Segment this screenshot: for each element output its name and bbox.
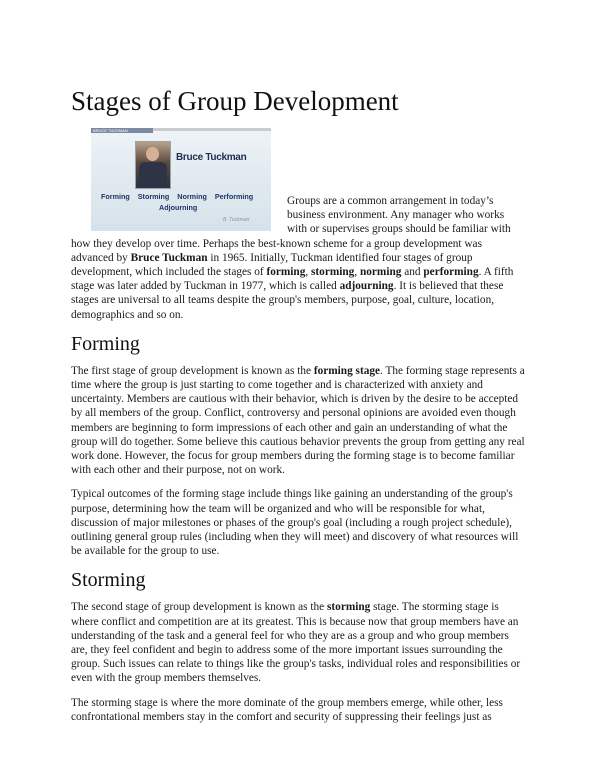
figure-stages: [101, 192, 259, 201]
document-page: [71, 84, 527, 734]
figure-strip: BRUCE TUCKMAN: [91, 128, 153, 133]
figure-stage-performing: Performing: [214, 192, 254, 201]
page-title: Stages of Group Development: [71, 86, 399, 116]
forming-paragraph-2: Typical outcomes of the forming stage include things like gaining an understanding of the group's purpose, determining how the team will be organized and who will be responsible for what, discussion of major milestones or phases of the group's goal (including a rough project schedule), outlining general group rules (including when they will meet) and discovery of what resources will be available for the group to use.: [71, 488, 519, 558]
forming-heading: Forming: [71, 332, 140, 355]
figure-signature: B. Tuckman: [223, 217, 250, 223]
figure-stage-forming: Forming: [101, 192, 130, 201]
tuckman-figure: [91, 128, 271, 231]
portrait-head: [146, 147, 159, 161]
figure-stage-storming: Storming: [137, 192, 170, 201]
forming-paragraph-1: The first stage of group development is known as the forming stage. The forming stage represents a time where the group is just starting to come together and is characterized with anxiety and uncertainty. Members are cautious with their behavior, which is driven by the desire to be accepted by all members of the group. Conflict, controversy and personal opinions are avoided even though members are beginning to form impressions of each other and gain an understanding of what the group will do together. Some believe this cautious behavior prevents the group from getting any real work done. However, the focus for group members during the forming stage is to become familiar with each other and their purpose, not on work.: [71, 364, 525, 477]
storming-paragraph-1: The second stage of group development is known as the storming stage. The storming stage is where conflict and competition are at its greatest. This is because now that group members have an understanding of the task and a general feel for who they are as a group and who group members are, they feel confident and begin to address some of the more important issues surrounding the group. Such issues can relate to things like the group's tasks, individual roles and responsibilities or even with the group members themselves.: [71, 601, 521, 685]
figure-stage-adjourning: Adjourning: [159, 203, 198, 212]
intro-paragraph: Groups are a common arrangement in today’s business environment. Any manager who works with or supervises groups should be familiar with how they develop over time. Perhaps the best-known scheme for a group development was advanced by Bruce Tuckman in 1965. Initially, Tuckman identified four stages of group development, which included the stages of forming, storming, norming and performing. A fifth stage was later added by Tuckman in 1977, which is called adjourning. It is believed that these stages are universal to all teams despite the group's members, purpose, goal, culture, location, demographics and so on.: [71, 195, 514, 321]
portrait-body: [139, 162, 167, 188]
figure-stage-norming: Norming: [177, 192, 207, 201]
portrait-image: [135, 141, 171, 189]
figure-name: Bruce Tuckman: [176, 152, 247, 163]
storming-paragraph-2: The storming stage is where the more dominate of the group members emerge, while other, less confrontational members stay in the comfort and security of suppressing their feelings just as: [71, 696, 503, 723]
storming-heading: Storming: [71, 569, 146, 592]
